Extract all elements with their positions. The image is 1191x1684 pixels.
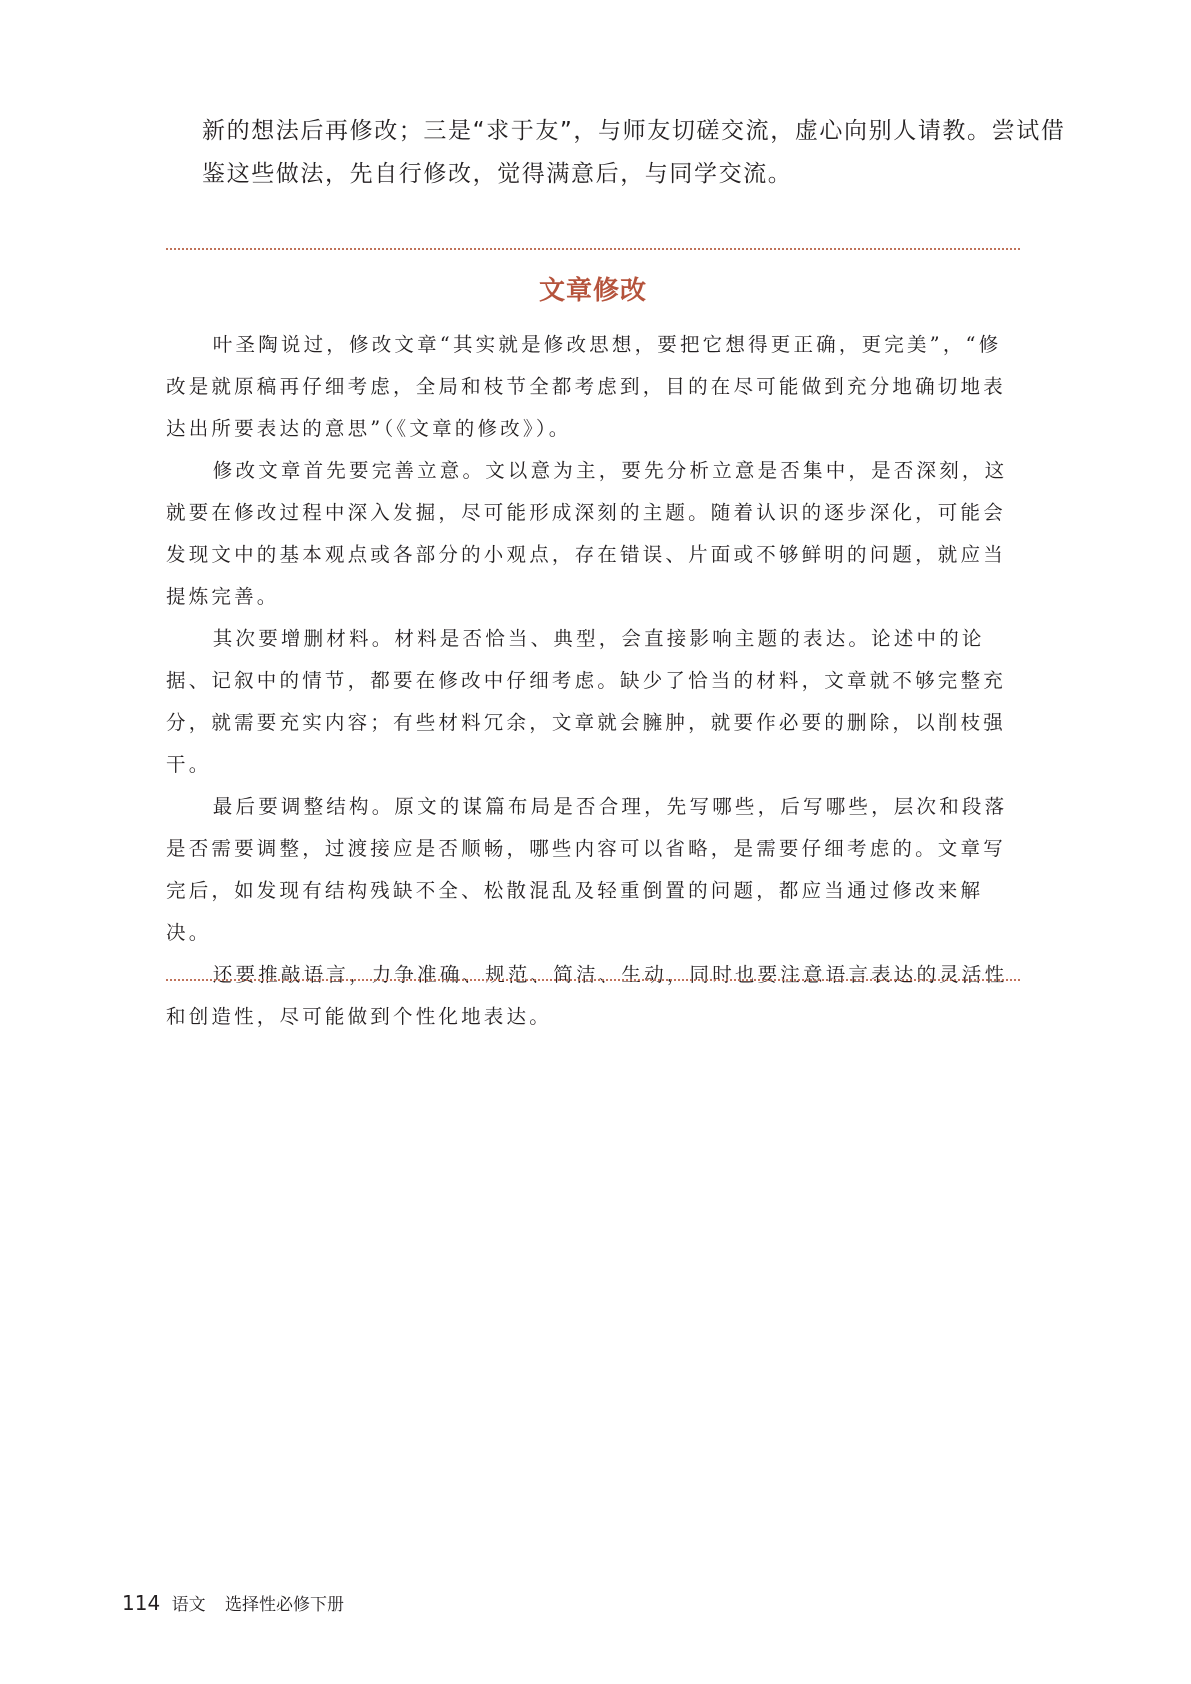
footer-subject: 语文 [171,1595,206,1615]
box-paragraph: 其次要增删材料。材料是否恰当、典型，会直接影响主题的表达。论述中的论据、记叙中的情节，都要在修改中仔细考虑。缺少了恰当的材料，文章就不够完整充分，就需要充实内容；有些材料冗余，文章就会臃肿，就要作必要的删除，以削枝强干。 [166,627,1006,776]
box-paragraph: 还要推敲语言，力争准确、规范、简洁、生动，同时也要注意语言表达的灵活性和创造性，尽可能做到个性化地表达。 [166,963,1008,1028]
footer-book-title: 选择性必修下册 [225,1595,344,1615]
page-number: 114 [122,1591,161,1615]
page-footer [122,1591,344,1617]
box-paragraph: 修改文章首先要完善立意。文以意为主，要先分析立意是否集中，是否深刻，这就要在修改过程中深入发掘，尽可能形成深刻的主题。随着认识的逐步深化，可能会发现文中的基本观点或各部分的小观点，存在错误、片面或不够鲜明的问题，就应当提炼完善。 [166,459,1008,608]
intro-line: 鉴这些做法，先自行修改，觉得满意后，与同学交流。 [202,161,793,187]
box-paragraph: 最后要调整结构。原文的谋篇布局是否合理，先写哪些，后写哪些，层次和段落是否需要调整，过渡接应是否顺畅，哪些内容可以省略，是需要仔细考虑的。文章写完后，如发现有结构残缺不全、松散混乱及轻重倒置的问题，都应当通过修改来解决。 [166,795,1008,944]
box-top-divider [166,248,1020,250]
box-paragraph: 叶圣陶说过，修改文章“其实就是修改思想，要把它想得更正确，更完美”，“修改是就原稿再仔细考虑，全局和枝节全都考虑到，目的在尽可能做到充分地确切地表达出所要表达的意思”（《文章的修改》）。 [166,333,1006,440]
intro-line: 新的想法后再修改；三是“求于友”，与师友切磋交流，虚心向别人请教。尝试借 [202,118,1066,144]
box-title: 文章修改 [538,276,647,306]
box-bottom-divider [166,979,1020,981]
intro-text [202,110,1072,196]
box-body [166,324,1020,1038]
